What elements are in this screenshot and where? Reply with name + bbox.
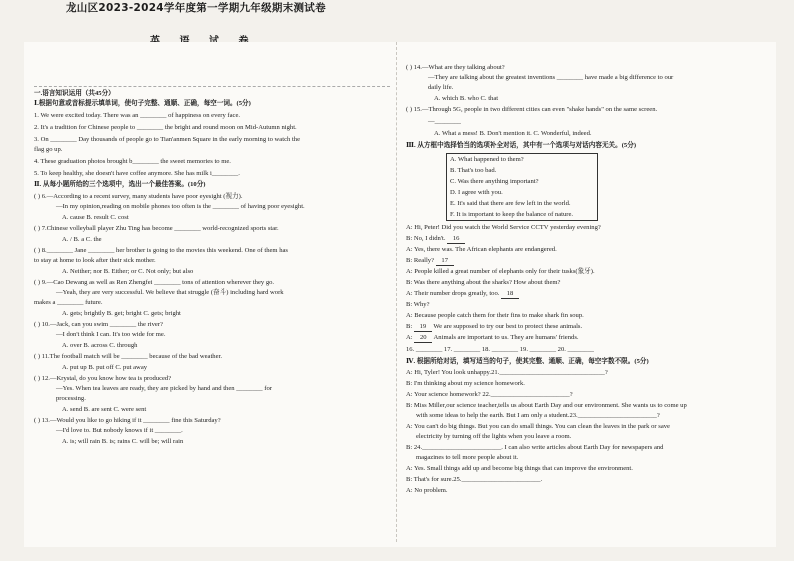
- dialogue-line: A: 20 Animals are important to us. They are humans' friends.: [406, 334, 579, 341]
- q11: ( ) 11.The football match will be ________ because of the bad weather.: [34, 353, 222, 360]
- dialogue2-line: A: You can't do big things. But you can do small things. You can clean the leaves in the park or save: [406, 423, 670, 430]
- q9: ( ) 9.—Cao Dewang as well as Ren Zhengfei ________ tons of attention wherever they go.: [34, 279, 275, 286]
- q1: 1. We were excited today. There was an ________ of happiness on every face.: [34, 112, 241, 119]
- option-f: F. It is important to keep the balance of nature.: [450, 211, 574, 218]
- dialogue-line: A: Hi, Peter! Did you watch the World Service CCTV yesterday evening?: [406, 224, 601, 231]
- q14: ( ) 14.—What are they talking about?: [406, 64, 505, 71]
- dialogue-line: A: Yes, there was. The African elephants are endangered.: [406, 246, 557, 253]
- q14-line3: daily life.: [428, 84, 454, 91]
- dialogue2-line: electricity by turning off the lights when you leave a room.: [416, 433, 572, 440]
- q13-options: A. is; will rain B. is; rains C. will be; will rain: [62, 438, 184, 445]
- dialogue-line: B: Why?: [406, 301, 430, 308]
- dialogue-line: A: Because people catch them for their fins to make shark fin soup.: [406, 312, 584, 319]
- dialogue-line: A: Their number drops greatly, too. 18: [406, 290, 519, 299]
- section-1-title: 一.语言知识运用（共45分）: [34, 90, 115, 97]
- dialogue-line: A: People killed a great number of elephants only for their tusks(象牙).: [406, 268, 595, 275]
- q9-line3: makes a ________ future.: [34, 299, 103, 306]
- column-divider: [396, 42, 397, 542]
- q12-line3: processing.: [56, 395, 86, 402]
- dialogue2-line: magazines to tell more people about it.: [416, 454, 519, 461]
- q8-options: A. Neither; nor B. Either; or C. Not only; but also: [62, 268, 194, 275]
- q11-options: A. put up B. put off C. put away: [62, 364, 148, 371]
- dialogue2-line: B: 24.________________________. I can also write articles about Earth Day for newspapers and: [406, 444, 664, 451]
- part-4-title: Ⅳ. 根据所给对话，填写适当的句子，使其完整、通顺、正确，每空字数不限。(5分): [406, 358, 649, 365]
- q5: 5. To keep healthy, she doesn't have coffee anymore. She has milk i________.: [34, 170, 240, 177]
- answer-19: 19: [414, 323, 432, 332]
- q6: ( ) 6.—According to a recent survey, many students have poor eyesight (视力).: [34, 193, 243, 200]
- q3: 3. On ________ Day thousands of people go to Tian'anmen Square in the early morning to watch the: [34, 136, 300, 143]
- q4: 4. These graduation photos brought b________ the sweet memories to me.: [34, 158, 231, 165]
- q15-options: A. What a mess! B. Don't mention it. C. Wonderful, indeed.: [434, 130, 592, 137]
- q6-line2: —In my opinion,reading on mobile phones too often is the ________ of having poor eyesight.: [56, 203, 305, 210]
- answer-20: 20: [414, 334, 432, 343]
- part-3-title: Ⅲ. 从方框中选择恰当的选项补全对话，其中有一个选项与对话内容无关。(5分): [406, 142, 637, 149]
- q13: ( ) 13.—Would you like to go hiking if it ________ fine this Saturday?: [34, 417, 221, 424]
- q2: 2. It's a tradition for Chinese people to ________ the bright and round moon on Mid-Autumn night.: [34, 124, 297, 131]
- q13-line2: —I'd love to. But nobody knows if it ________.: [56, 427, 183, 434]
- q10: ( ) 10.—Jack, can you swim ________ the river?: [34, 321, 163, 328]
- q8: ( ) 8.________ Jane ________ her brother is going to the movies this weekend. One of them has: [34, 247, 288, 254]
- part-2-title: Ⅱ. 从每小题所给的三个选项中，选出一个最佳答案。(10分): [34, 181, 206, 188]
- option-e: E. It's said that there are few left in the world.: [450, 200, 571, 207]
- q12-options: A. send B. are sent C. were sent: [62, 406, 147, 413]
- dialogue2-line: A: Hi, Tyler! You look unhappy.21.________________________________?: [406, 369, 608, 376]
- dialogue2-line: B: I'm thinking about my science homework.: [406, 380, 525, 387]
- answer-17: 17: [436, 257, 454, 266]
- dialogue2-line: A: Yes. Small things add up and become big things that can improve the environment.: [406, 465, 633, 472]
- dialogue2-line: A: No problem.: [406, 487, 448, 494]
- dialogue-line: B: Was there anything about the sharks? How about them?: [406, 279, 561, 286]
- q10-options: A. over B. across C. through: [62, 342, 138, 349]
- q7-options: A. / B. a C. the: [62, 236, 102, 243]
- dialogue2-line: B: That's for sure.25.________________________.: [406, 476, 543, 483]
- answer-row: 16. ________ 17. ________ 18. ________ 19. ________ 20. ________: [406, 346, 594, 353]
- options-box: [446, 153, 598, 221]
- q3-cont: flag go up.: [34, 146, 63, 153]
- exam-page: [24, 42, 776, 547]
- dialogue-line: B: 19 We are supposed to try our best to protect these animals.: [406, 323, 583, 330]
- q14-line2: —They are talking about the greatest inventions ________ have made a big difference to our: [428, 74, 674, 81]
- q7: ( ) 7.Chinese volleyball player Zhu Ting has become ________ world-recognized sports star.: [34, 225, 279, 232]
- option-b: B. That's too bad.: [450, 167, 497, 174]
- q9-line2: —Yeah, they are very successful. We believe that struggle (奋斗) including hard work: [56, 289, 284, 296]
- q15-line2: —________: [428, 118, 461, 125]
- dialogue2-line: A: Your science homework? 22.________________________?: [406, 391, 573, 398]
- option-c: C. Was there anything important?: [450, 178, 539, 185]
- header-rule: [34, 86, 390, 87]
- q12: ( ) 12.—Krystal, do you know how tea is produced?: [34, 375, 172, 382]
- option-d: D. I agree with you.: [450, 189, 503, 196]
- answer-16: 16: [447, 235, 465, 244]
- q6-options: A. cause B. result C. cost: [62, 214, 129, 221]
- dialogue-line: B: Really? 17: [406, 257, 454, 266]
- q10-line2: —I don't think I can. It's too wide for me.: [56, 331, 166, 338]
- part-1-title: Ⅰ.根据句意或音标提示填单词，使句子完整、通顺、正确，每空一词。(5分): [34, 100, 251, 107]
- dialogue2-line: B: Miss Miller,our science teacher,tells us about Earth Day and our environment. She wants us to come up: [406, 402, 687, 409]
- answer-18: 18: [501, 290, 519, 299]
- exam-title: 龙山区2023-2024学年度第一学期九年级期末测试卷: [66, 2, 326, 14]
- q12-line2: —Yes. When tea leaves are ready, they are picked by hand and then ________ for: [56, 385, 272, 392]
- option-a: A. What happened to them?: [450, 156, 524, 163]
- q15: ( ) 15.—Through 5G, people in two different cities can even "shake hands" on the same screen.: [406, 106, 658, 113]
- q8-line2: to stay at home to look after their sick mother.: [34, 257, 156, 264]
- dialogue-line: B: No, I didn't. 16: [406, 235, 465, 244]
- dialogue2-line: with some ideas to help the earth. But I am only a student.23.________________________?: [416, 412, 660, 419]
- q9-options: A. gets; brightly B. get; bright C. gets; bright: [62, 310, 181, 317]
- q14-options: A. which B. who C. that: [434, 95, 499, 102]
